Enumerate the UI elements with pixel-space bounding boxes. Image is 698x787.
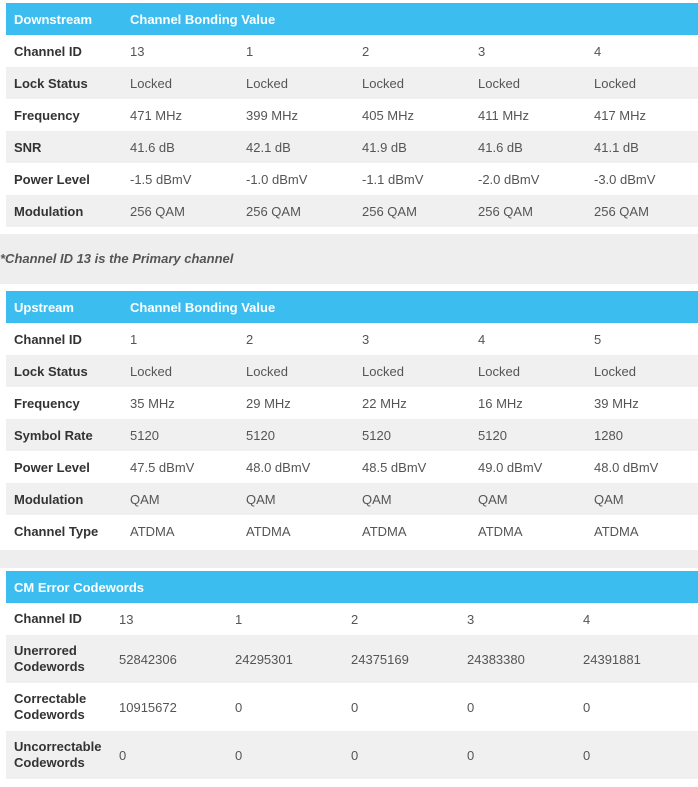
- cell: 4: [594, 43, 602, 59]
- cell: -1.5 dBmV: [130, 171, 192, 187]
- table-row: [6, 35, 698, 67]
- cell: 48.0 dBmV: [594, 459, 659, 475]
- cell: 41.6 dB: [130, 139, 175, 155]
- cell: -2.0 dBmV: [478, 171, 540, 187]
- cell: 2: [362, 43, 370, 59]
- upstream-header-value: Channel Bonding Value: [122, 291, 698, 323]
- table-row: [6, 603, 698, 635]
- cell: 13: [130, 43, 145, 59]
- cell: 5: [594, 331, 602, 347]
- cell: 41.6 dB: [478, 139, 523, 155]
- cell: 42.1 dB: [246, 139, 291, 155]
- cell: Locked: [478, 75, 520, 91]
- cell: 24295301: [235, 651, 293, 667]
- downstream-header-row: [6, 3, 698, 35]
- table-row: [6, 483, 698, 515]
- cell: 0: [583, 747, 591, 763]
- cell: 4: [583, 611, 591, 627]
- cell: 0: [467, 699, 475, 715]
- row-label: Power Level: [14, 459, 90, 475]
- cell: 24391881: [583, 651, 641, 667]
- cell: ATDMA: [362, 523, 407, 539]
- cell: 47.5 dBmV: [130, 459, 195, 475]
- cell: Locked: [594, 363, 636, 379]
- cell: Locked: [362, 75, 404, 91]
- row-label: Channel Type: [14, 523, 99, 539]
- table-row: [6, 163, 698, 195]
- row-label: Lock Status: [14, 75, 88, 91]
- table-row: [6, 355, 698, 387]
- cell: Locked: [246, 363, 288, 379]
- error-header-row: [6, 571, 698, 603]
- cell: QAM: [246, 491, 276, 507]
- row-label: Channel ID: [14, 43, 82, 59]
- row-label: Lock Status: [14, 363, 88, 379]
- cell: 4: [478, 331, 486, 347]
- cell: QAM: [362, 491, 392, 507]
- cell: ATDMA: [594, 523, 639, 539]
- cell: 1: [235, 611, 243, 627]
- cell: 3: [467, 611, 475, 627]
- cell: 5120: [478, 427, 507, 443]
- cell: ATDMA: [478, 523, 523, 539]
- cell: -1.0 dBmV: [246, 171, 308, 187]
- table-row: [6, 683, 698, 731]
- cell: 2: [351, 611, 359, 627]
- upstream-header-row: [6, 291, 698, 323]
- upstream-header-title: Upstream: [6, 291, 122, 323]
- cell: Locked: [246, 75, 288, 91]
- row-label: Modulation: [14, 203, 84, 219]
- cell: 48.5 dBmV: [362, 459, 427, 475]
- cell: QAM: [478, 491, 508, 507]
- row-label: Symbol Rate: [14, 427, 93, 443]
- downstream-header-value: Channel Bonding Value: [122, 3, 698, 35]
- cell: 5120: [246, 427, 275, 443]
- cell: Locked: [362, 363, 404, 379]
- cell: Locked: [130, 363, 172, 379]
- cell: 0: [119, 747, 127, 763]
- cell: Locked: [130, 75, 172, 91]
- row-label: Correctable Codewords: [14, 691, 87, 722]
- table-row: [6, 387, 698, 419]
- cell: ATDMA: [246, 523, 291, 539]
- cell: 399 MHz: [246, 107, 299, 123]
- table-row: [6, 731, 698, 779]
- downstream-header-title: Downstream: [6, 3, 122, 35]
- table-row: [6, 451, 698, 483]
- error-header-title: CM Error Codewords: [6, 571, 698, 603]
- cell: 411 MHz: [478, 107, 530, 123]
- row-label: Frequency: [14, 395, 80, 411]
- primary-channel-note: *Channel ID 13 is the Primary channel: [0, 251, 234, 266]
- cell: 256 QAM: [246, 203, 301, 219]
- cell: 405 MHz: [362, 107, 415, 123]
- row-label: SNR: [14, 139, 42, 155]
- cell: QAM: [594, 491, 624, 507]
- cell: 1: [246, 43, 254, 59]
- cell: Locked: [594, 75, 636, 91]
- cell: 417 MHz: [594, 107, 647, 123]
- cell: QAM: [130, 491, 160, 507]
- row-label: Uncorrectable Codewords: [14, 739, 102, 770]
- cell: 0: [583, 699, 591, 715]
- cell: 0: [351, 699, 359, 715]
- cell: 471 MHz: [130, 107, 183, 123]
- cell: 1280: [594, 427, 623, 443]
- row-label: Power Level: [14, 171, 90, 187]
- cell: 0: [467, 747, 475, 763]
- cell: 13: [119, 611, 134, 627]
- cell: 29 MHz: [246, 395, 291, 411]
- cell: 256 QAM: [594, 203, 649, 219]
- downstream-table: [6, 3, 698, 227]
- table-row: [6, 99, 698, 131]
- cell: 10915672: [119, 699, 177, 715]
- table-row: [6, 131, 698, 163]
- cell: 49.0 dBmV: [478, 459, 543, 475]
- cell: 41.1 dB: [594, 139, 639, 155]
- table-row: [6, 323, 698, 355]
- row-label: Frequency: [14, 107, 80, 123]
- cell: 5120: [130, 427, 159, 443]
- row-label: Channel ID: [14, 611, 82, 626]
- row-label: Modulation: [14, 491, 84, 507]
- cell: 3: [478, 43, 486, 59]
- cell: 41.9 dB: [362, 139, 407, 155]
- row-label: Unerrored Codewords: [14, 643, 85, 674]
- cell: 2: [246, 331, 254, 347]
- section-separator-band: [0, 550, 698, 568]
- cell: ATDMA: [130, 523, 175, 539]
- table-row: [6, 419, 698, 451]
- cell: 16 MHz: [478, 395, 523, 411]
- table-row: [6, 635, 698, 683]
- cell: 5120: [362, 427, 391, 443]
- cell: 256 QAM: [130, 203, 185, 219]
- cell: 256 QAM: [362, 203, 417, 219]
- cell: 3: [362, 331, 370, 347]
- cell: 0: [235, 699, 243, 715]
- table-row: [6, 67, 698, 99]
- cell: Locked: [478, 363, 520, 379]
- cell: -3.0 dBmV: [594, 171, 656, 187]
- cell: 0: [235, 747, 243, 763]
- cell: 48.0 dBmV: [246, 459, 311, 475]
- row-label: Channel ID: [14, 331, 82, 347]
- cell: -1.1 dBmV: [362, 171, 424, 187]
- error-codewords-table: [6, 571, 698, 779]
- cell: 24375169: [351, 651, 409, 667]
- cell: 22 MHz: [362, 395, 407, 411]
- table-row: [6, 515, 698, 547]
- cell: 52842306: [119, 651, 177, 667]
- upstream-table: [6, 291, 698, 547]
- cell: 24383380: [467, 651, 525, 667]
- cell: 256 QAM: [478, 203, 533, 219]
- cell: 0: [351, 747, 359, 763]
- table-row: [6, 195, 698, 227]
- cell: 39 MHz: [594, 395, 639, 411]
- cell: 1: [130, 331, 138, 347]
- cell: 35 MHz: [130, 395, 175, 411]
